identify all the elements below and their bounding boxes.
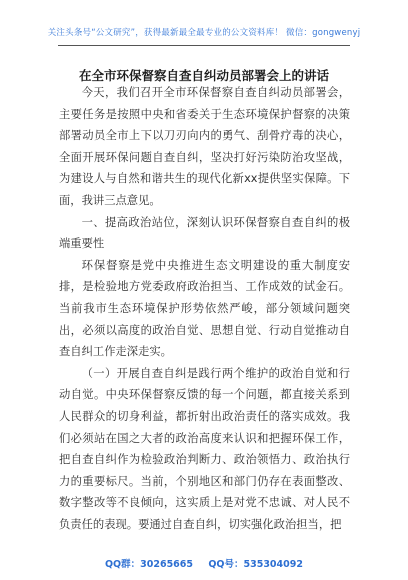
paragraph-3: （一）开展自查自纠是践行两个维护的政治自觉和行动自觉。中央环保督察反馈的每一个问题，都直接关系到人民群众的切身利益，都折射出政治责任的落实成效。我们必须站在国之大者的政治高度来认识和把握环保工作，把自查自纠作为检验政治判断力、政治领悟力、政治执行力的重要标尺。当前，个别地区和部门仍存在表面整改、数字整改等不良倾向，这实质上是对党不忠诚、对人民不负责任的表现。要通过自查自纠，切实强化政治担当，把 xyxy=(59,366,350,531)
header-banner: 关注头条号“公文研究”，获得最新最全最专业的公文资料库！ 微信：gongwenyj xyxy=(47,28,361,38)
document-body xyxy=(59,82,350,535)
document-title: 在全市环保督察自查自纠动员部署会上的讲话 xyxy=(78,68,329,83)
footer-qq-group: QQ群：30265665 xyxy=(104,559,194,570)
paragraph-intro: 今天，我们召开全市环保督察自查自纠动员部署会，主要任务是按照中央和省委关于生态环境保护督察的决策部署动员全市上下以刀刃向内的勇气、刮骨疗毒的决心，全面开展环保问题自查自纠，坚决打好污染防治攻坚战，为建设人与自然和谐共生的现代化新xx提供坚实保障。下面，我讲三点意见。 xyxy=(59,86,350,207)
footer-contact xyxy=(0,556,408,570)
paragraph-2: 环保督察是党中央推进生态文明建设的重大制度安排，是检验地方党委政府政治担当、工作成效的试金石。当前我市生态环境保护形势依然严峻，部分领域问题突出，必须以高度的政治自觉、思想自觉、行动自觉推动自查自纠工作走深走实。 xyxy=(59,258,350,359)
footer-qq: QQ号：535304092 xyxy=(208,559,303,570)
header-divider xyxy=(58,45,350,46)
section-heading-1: 一、提高政治站位，深刻认识环保督察自查自纠的极端重要性 xyxy=(59,215,350,251)
